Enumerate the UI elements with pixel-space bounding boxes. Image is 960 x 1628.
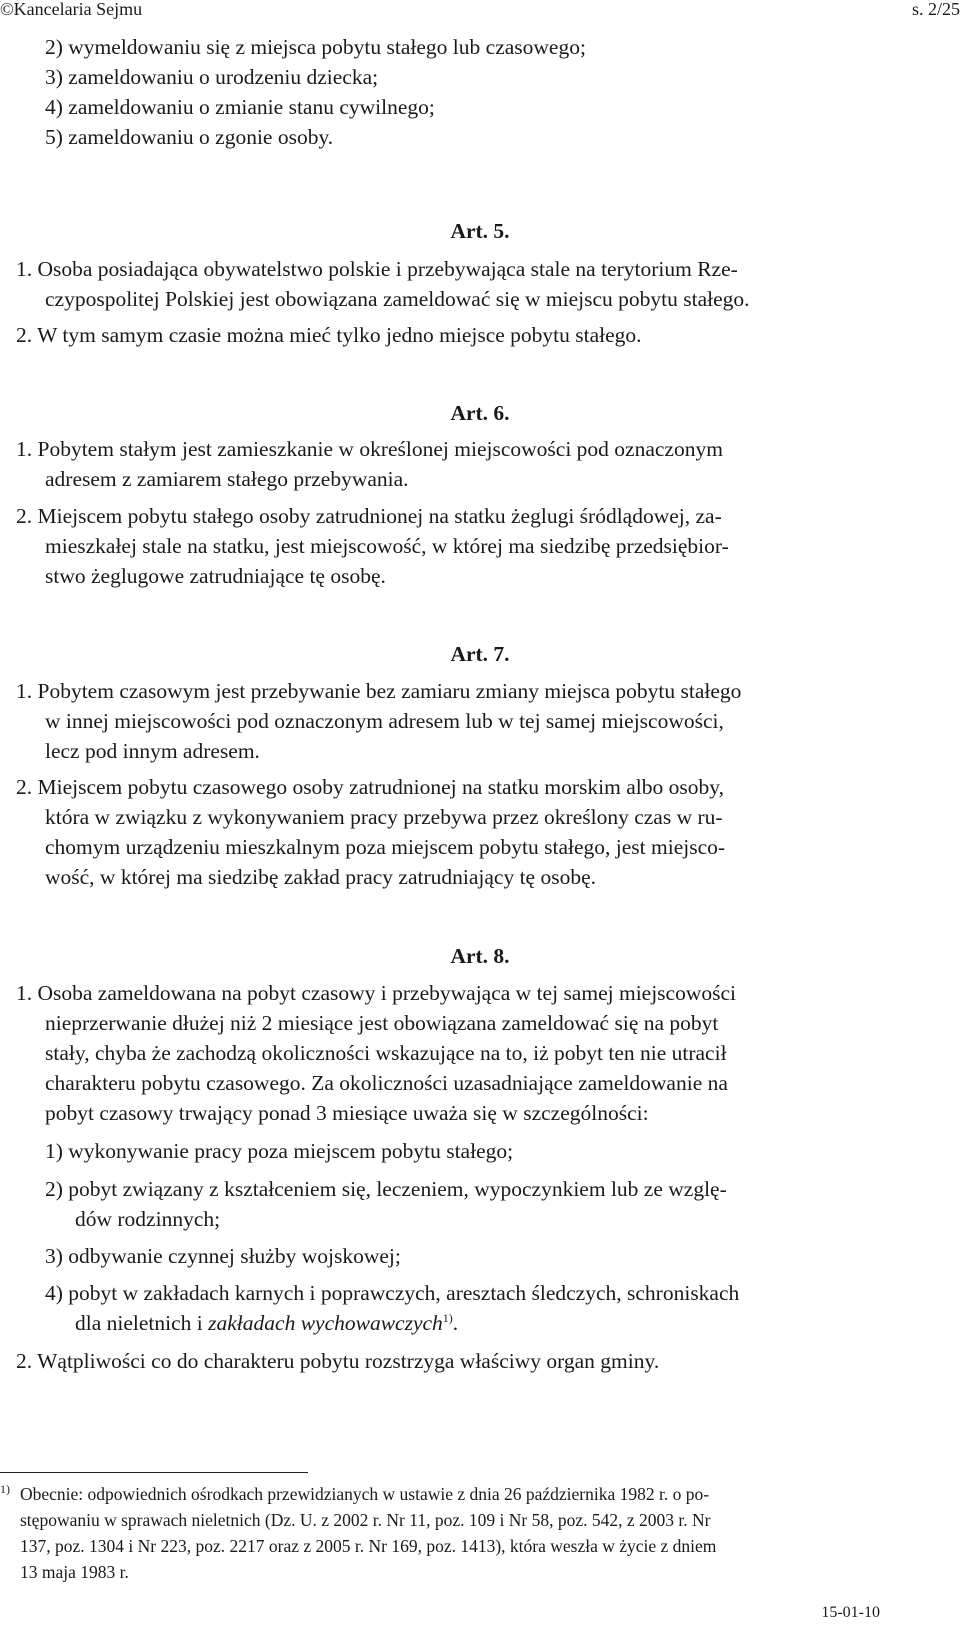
article-7-paragraph-2-line: wość, w której ma siedzibę zakład pracy zatrudniający tę osobę.	[45, 865, 597, 889]
article-7-paragraph-1-line: lecz pod innym adresem.	[45, 739, 260, 763]
header-source: ©Kancelaria Sejmu	[0, 0, 143, 19]
article-8-list-item-continuation	[75, 1310, 458, 1336]
article-6-title: Art. 6.	[450, 401, 510, 425]
footer-date: 15-01-10	[821, 1604, 880, 1621]
article-7-paragraph-1-line: 1. Pobytem czasowym jest przebywanie bez zamiaru zmiany miejsca pobytu stałego	[16, 679, 742, 703]
footnote-line: Obecnie: odpowiednich ośrodkach przewidzianych w ustawie z dnia 26 października 1982 r. o po-	[20, 1484, 710, 1504]
article-8-paragraph-1-line: charakteru pobytu czasowego. Za okoliczności uzasadniające zameldowanie na	[45, 1071, 728, 1095]
article-5-paragraph-1-line: czypospolitej Polskiej jest obowiązana zameldować się w miejscu pobytu stałego.	[45, 287, 750, 311]
article-6-paragraph-2-line: stwo żeglugowe zatrudniające tę osobę.	[45, 564, 386, 588]
footnote-separator	[0, 1472, 308, 1473]
text: .	[452, 1311, 459, 1335]
article-8-list-item: 2) pobyt związany z kształceniem się, leczeniem, wypoczynkiem lub ze wzglę-	[45, 1177, 727, 1201]
article-6-paragraph-2-line: mieszkałej stale na statku, jest miejscowość, w której ma siedzibę przedsiębior-	[45, 534, 729, 558]
article-5-paragraph-1-line	[16, 256, 852, 282]
article-6-paragraph-2-line: 2. Miejscem pobytu stałego osoby zatrudnionej na statku żeglugi śródlądowej, za-	[16, 504, 722, 528]
article-8-paragraph-1-line: nieprzerwanie dłużej niż 2 miesiące jest obowiązana zameldować się na pobyt	[45, 1011, 719, 1035]
article-8-list-item: 1) wykonywanie pracy poza miejscem pobytu stałego;	[45, 1139, 514, 1163]
article-5-title: Art. 5.	[450, 219, 510, 243]
list-item: 4) zameldowaniu o zmianie stanu cywilnego;	[45, 95, 435, 119]
article-5-paragraph-2: 2. W tym samym czasie można mieć tylko jedno miejsce pobytu stałego.	[16, 323, 642, 347]
header-page-number: s. 2/25	[911, 0, 960, 19]
article-8-list-item-continuation: dów rodzinnych;	[75, 1207, 221, 1231]
article-7-paragraph-2-line: która w związku z wykonywaniem pracy przebywa przez określony czas w ru-	[45, 805, 723, 829]
text: 1. Osoba posiadająca obywatelstwo polskie i przebywająca stale na terytorium Rze-	[16, 257, 738, 281]
article-8-paragraph-1-line: stały, chyba że zachodzą okoliczności wskazujące na to, iż pobyt ten nie utracił	[45, 1041, 727, 1065]
article-6-paragraph-1-line: 1. Pobytem stałym jest zamieszkanie w określonej miejscowości pod oznaczonym	[16, 437, 723, 461]
article-7-paragraph-1-line: w innej miejscowości pod oznaczonym adresem lub w tej samej miejscowości,	[45, 709, 724, 733]
footnote-marker	[0, 1484, 10, 1505]
article-7-paragraph-2-line: 2. Miejscem pobytu czasowego osoby zatrudnionej na statku morskim albo osoby,	[16, 775, 724, 799]
text: dla nieletnich i	[75, 1311, 209, 1335]
article-8-paragraph-2: 2. Wątpliwości co do charakteru pobytu rozstrzyga właściwy organ gminy.	[16, 1349, 660, 1373]
footnote-reference[interactable]: 1)	[442, 1310, 453, 1325]
footnote-line: stępowaniu w sprawach nieletnich (Dz. U. z 2002 r. Nr 11, poz. 109 i Nr 58, poz. 542, z 2003 r. Nr	[20, 1510, 711, 1530]
footnote-number: 1)	[0, 1482, 10, 1497]
article-7-title: Art. 7.	[450, 642, 510, 666]
footnote-line: 13 maja 1983 r.	[20, 1562, 129, 1582]
list-item: 3) zameldowaniu o urodzeniu dziecka;	[45, 65, 379, 89]
article-6-paragraph-1-line: adresem z zamiarem stałego przebywania.	[45, 467, 409, 491]
italic-text: zakładach wychowawczych	[208, 1311, 443, 1335]
article-7-paragraph-2-line: chomym urządzeniu mieszkalnym poza miejscem pobytu stałego, jest miejsco-	[45, 835, 726, 859]
footnote-line: 137, poz. 1304 i Nr 223, poz. 2217 oraz z 2005 r. Nr 169, poz. 1413), która weszła w życie z dniem	[20, 1536, 717, 1556]
article-8-paragraph-1-line: 1. Osoba zameldowana na pobyt czasowy i przebywająca w tej samej miejscowości	[16, 981, 736, 1005]
article-8-list-item: 4) pobyt w zakładach karnych i poprawczych, aresztach śledczych, schroniskach	[45, 1281, 740, 1305]
article-8-list-item: 3) odbywanie czynnej służby wojskowej;	[45, 1244, 401, 1268]
article-8-paragraph-1-line: pobyt czasowy trwający ponad 3 miesiące uważa się w szczególności:	[45, 1101, 649, 1125]
article-8-title: Art. 8.	[450, 944, 510, 968]
list-item: 5) zameldowaniu o zgonie osoby.	[45, 125, 334, 149]
list-item: 2) wymeldowaniu się z miejsca pobytu stałego lub czasowego;	[45, 35, 586, 59]
